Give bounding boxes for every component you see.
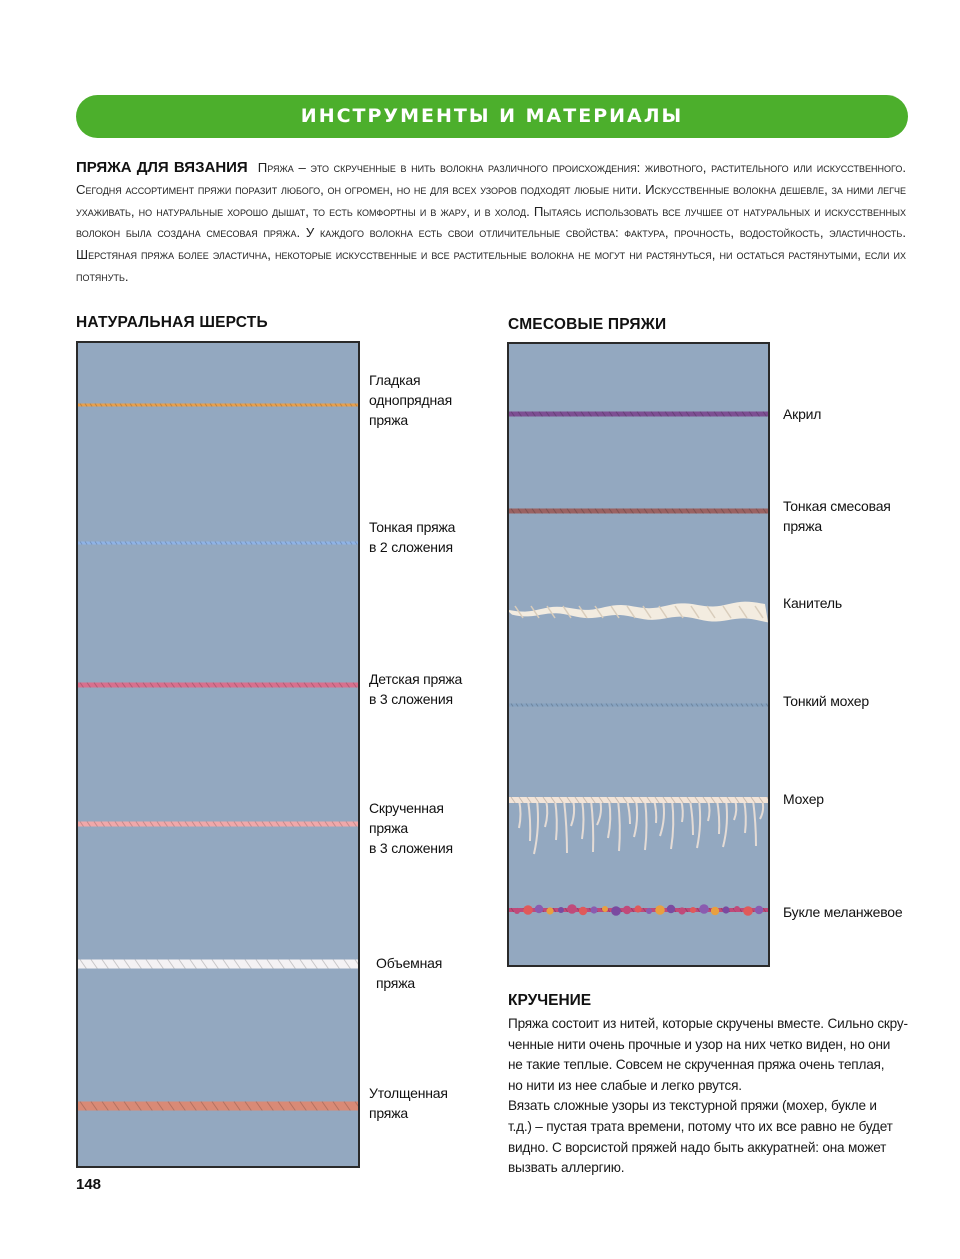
blended-label-4: Тонкий мохер (783, 693, 869, 709)
natural-yarn-photo (76, 341, 360, 1168)
blended-yarn-photo (507, 342, 770, 967)
natural-label-2: Тонкая пряжа в 2 сложения (369, 519, 456, 555)
blended-label-5: Мохер (783, 791, 824, 807)
natural-yarn-strands (78, 343, 358, 1166)
blended-strand-6 (509, 904, 768, 916)
natural-strand-3 (78, 683, 358, 688)
intro-text: Пряжа – это скрученные в нить волокна различного происхождения: животного, растительного или искусственного. Сегодня ассортимент пряжи поразит любого, он огромен, но не для всех узоров подходят любые нити. Искусственные волокна дешевле, за ними легче ухаживать, но натуральные хорошо дышат, то есть комфортны и в жару, и в холод. Пытаясь использовать все лучшее от натуральных и искусственных волокон была создана смесовая пряжа. У каждого волокна есть свои отличительные свойства: фактура, прочность, водостойкость, эластичность. Шерстяная пряжа более эластична, некоторые искусственные и все растительные волокна не могут ни растянуться, ни остаться растянутыми, если их потянуть. (76, 160, 906, 284)
natural-heading: НАТУРАЛЬНАЯ ШЕРСТЬ (76, 314, 268, 331)
natural-strand-1 (78, 404, 358, 407)
natural-label-6: Утолщенная пряжа (369, 1085, 448, 1121)
blended-strand-2 (509, 509, 768, 514)
intro-lead: ПРЯЖА ДЛЯ ВЯЗАНИЯ (76, 159, 248, 176)
natural-strand-2 (78, 542, 358, 545)
natural-strand-5 (78, 960, 358, 969)
natural-label-1: Гладкая однопрядная пряжа (369, 372, 453, 428)
blended-strand-1 (509, 412, 768, 417)
blended-heading: СМЕСОВЫЕ ПРЯЖИ (508, 316, 667, 333)
page-number: 148 (76, 1176, 102, 1193)
section-banner: ИНСТРУМЕНТЫ И МАТЕРИАЛЫ (76, 95, 908, 138)
twist-paragraph: Пряжа состоит из нитей, которые скручены вместе. Сильно скру- ченные нити очень прочные и узор на них четко виден, но они не такие теплые. Совсем не скрученная пряжа очень теплая, но нити из нее слабые и легко рвутся. Вязать сложные узоры из текстурной пряжи (мохер, букле и т.д.) – пустая трата времени, потому что их все равно не будет видно. С ворсистой пряжей надо быть аккуратней: она может вызвать аллергию. (508, 1016, 908, 1176)
blended-label-3: Канитель (783, 595, 842, 611)
natural-strand-4 (78, 822, 358, 827)
natural-strand-6 (78, 1102, 358, 1111)
blended-strand-3 (509, 602, 768, 623)
blended-yarn-strands (509, 344, 768, 965)
natural-label-3: Детская пряжа в 3 сложения (369, 671, 463, 707)
blended-strand-5 (509, 797, 768, 854)
blended-label-2: Тонкая смесовая пряжа (783, 498, 891, 534)
blended-label-1: Акрил (783, 406, 822, 422)
intro-paragraph (76, 157, 906, 288)
twist-heading: КРУЧЕНИЕ (508, 992, 592, 1009)
natural-label-5: Объемная пряжа (376, 955, 443, 991)
blended-label-6: Букле меланжевое (783, 904, 903, 920)
natural-label-4: Скрученная пряжа в 3 сложения (369, 800, 453, 856)
blended-strand-4 (509, 704, 768, 707)
